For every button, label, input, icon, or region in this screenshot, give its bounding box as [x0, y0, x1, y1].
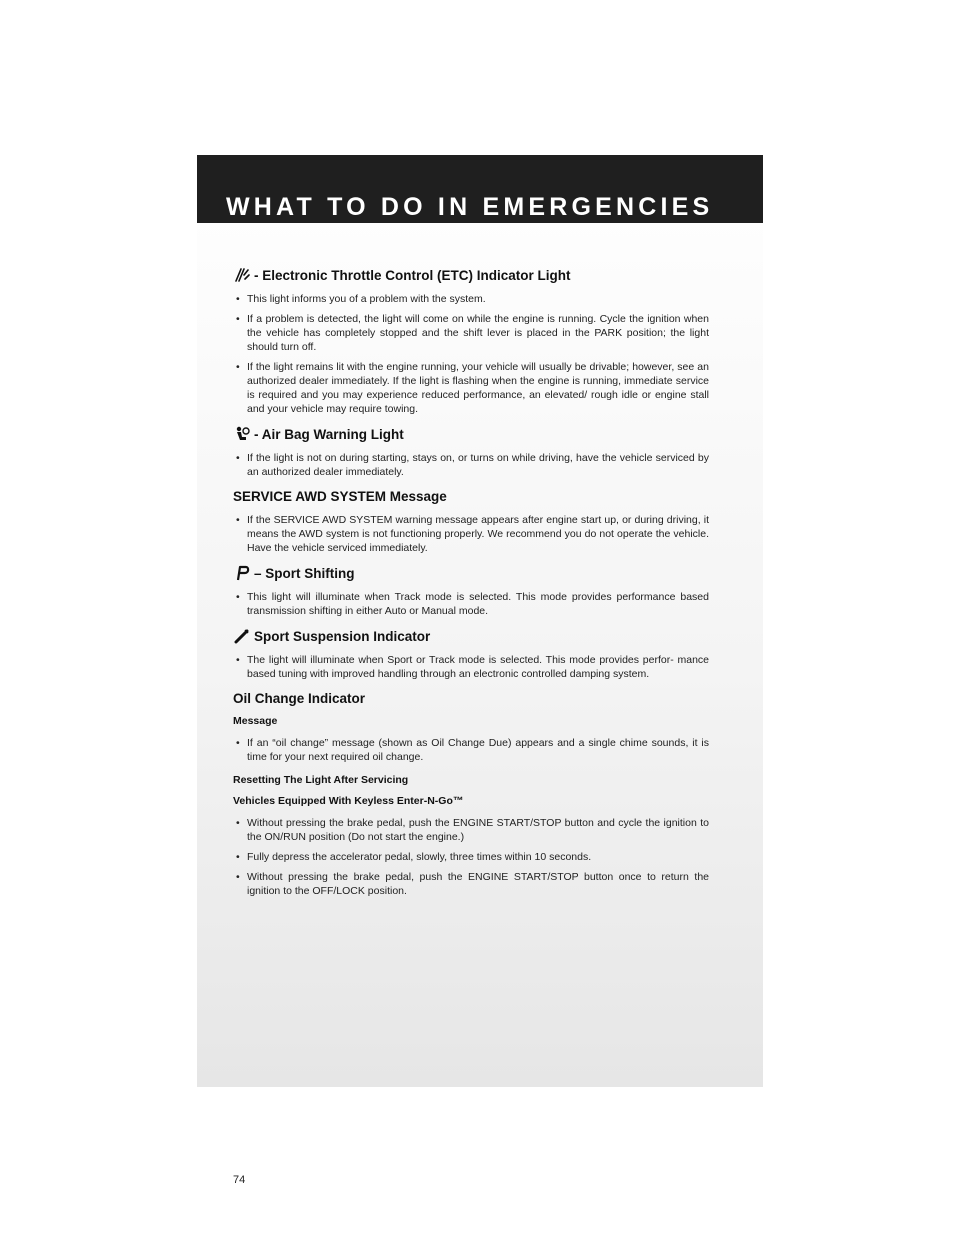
etc-title: - Electronic Throttle Control (ETC) Indicator Light [254, 267, 571, 283]
awd-list [233, 513, 709, 555]
sport-shift-list [233, 590, 709, 618]
list-item: • The light will illuminate when Sport or Track mode is selected. This mode provides perfor- mance based tuning with improved handling through an electronic controlled damping system. [233, 653, 709, 681]
airbag-title: - Air Bag Warning Light [254, 426, 404, 442]
list-item: • If the light is not on during starting, stays on, or turns on while driving, have the vehicle serviced by an authorized dealer immediately. [233, 451, 709, 479]
sport-shift-heading [233, 565, 709, 581]
section-header-bar [197, 155, 763, 223]
sport-shift-icon [234, 565, 250, 581]
list-item: • This light informs you of a problem with the system. [233, 292, 709, 306]
awd-heading [233, 489, 709, 504]
oil-subheading-keyless: Vehicles Equipped With Keyless Enter-N-Go™ [233, 795, 464, 807]
list-item: • Without pressing the brake pedal, push the ENGINE START/STOP button once to return the ignition to the OFF/LOCK position. [233, 870, 709, 898]
oil-heading [233, 691, 709, 706]
airbag-list [233, 451, 709, 479]
airbag-heading [233, 426, 709, 442]
oil-reset-list [233, 816, 709, 898]
oil-message-list [233, 736, 709, 764]
sport-suspension-heading [233, 628, 709, 644]
sport-suspension-list [233, 653, 709, 681]
page-content [233, 267, 709, 1186]
list-item: • Without pressing the brake pedal, push the ENGINE START/STOP button and cycle the ignition to the ON/RUN position (Do not start the engine.) [233, 816, 709, 844]
list-item: • This light will illuminate when Track mode is selected. This mode provides performance based transmission shifting in either Auto or Manual mode. [233, 590, 709, 618]
list-item: • If the SERVICE AWD SYSTEM warning message appears after engine start up, or during driving, it means the AWD system is not functioning properly. We recommend you do not operate the vehicle. Have the vehicle serviced immediately. [233, 513, 709, 555]
list-item: • Fully depress the accelerator pedal, slowly, three times within 10 seconds. [233, 850, 709, 864]
oil-subheading-reset: Resetting The Light After Servicing [233, 774, 409, 786]
etc-list [233, 292, 709, 416]
throttle-icon [234, 267, 250, 283]
header-title: WHAT TO DO IN EMERGENCIES [226, 193, 714, 221]
sport-shift-title: – Sport Shifting [254, 565, 355, 581]
airbag-icon [234, 426, 250, 442]
list-item: • If the light remains lit with the engine running, your vehicle will usually be drivable; however, see an authorized dealer immediately. If the light is flashing when the engine is running, immediate service is required and you may experience reduced performance, an elevated/ rough idle or engine stall and your vehicle may require towing. [233, 360, 709, 416]
manual-page [197, 155, 763, 1186]
oil-subheading-message: Message [233, 715, 278, 727]
page-number: 74 [233, 1174, 246, 1186]
sport-suspension-title: Sport Suspension Indicator [254, 628, 431, 644]
etc-heading [233, 267, 709, 283]
oil-title: Oil Change Indicator [233, 691, 366, 706]
list-item: • If an “oil change” message (shown as Oil Change Due) appears and a single chime sounds, it is time for your next required oil change. [233, 736, 709, 764]
suspension-icon [234, 628, 250, 644]
list-item: • If a problem is detected, the light will come on while the engine is running. Cycle the ignition when the vehicle has completely stopped and the shift lever is placed in the PARK position; the light should turn off. [233, 312, 709, 354]
awd-title: SERVICE AWD SYSTEM Message [233, 489, 447, 504]
